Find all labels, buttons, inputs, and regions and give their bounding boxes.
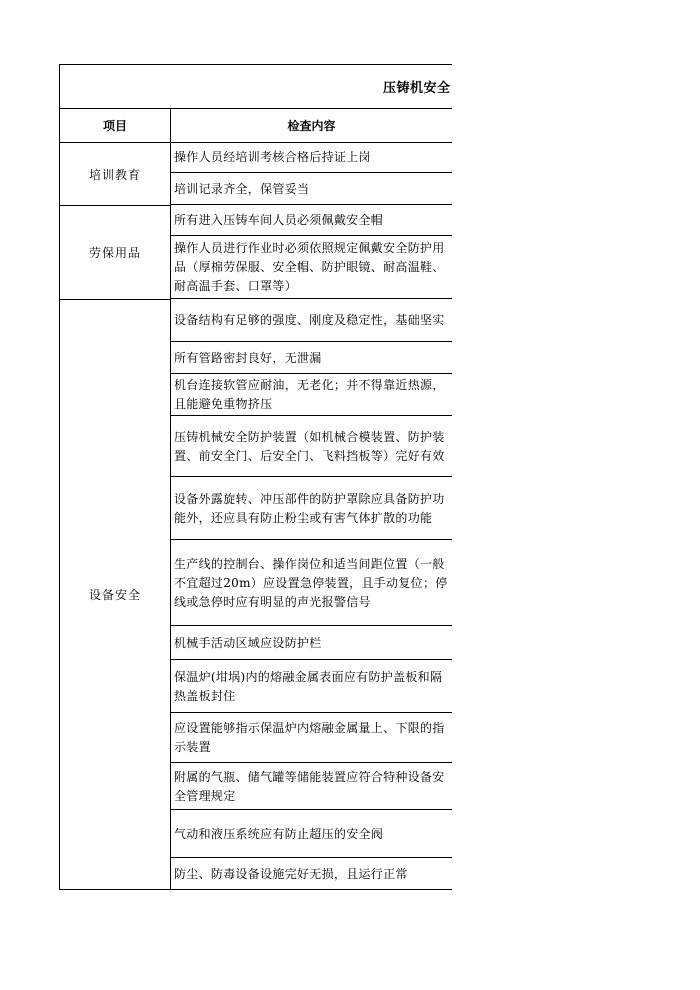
check-text: 防尘、防毒设备设施完好无损，且运行正常	[174, 866, 408, 881]
header-content: 检查内容	[171, 109, 452, 143]
check-text: 设备外露旋转、冲压部件的防护罩除应具备防护功能外，还应具有防止粉尘或有害气体扩散的功能	[174, 491, 445, 525]
inspection-sheet	[59, 64, 452, 890]
check-row	[171, 661, 452, 713]
check-row	[171, 714, 452, 763]
check-text: 操作人员进行作业时必须依照规定佩戴安全防护用品（厚棉劳保服、安全帽、防护眼镜、耐高温鞋、耐高温手套、口罩等）	[174, 241, 445, 293]
check-text: 生产线的控制台、操作岗位和适当间距位置（一般不宜超过20m）应设置急停装置，且手动复位；停线或急停时应有明显的声光报警信号	[174, 556, 448, 609]
check-text: 机台连接软管应耐油，无老化；并不得靠近热源，且能避免重物挤压	[174, 378, 445, 411]
title-row	[60, 65, 452, 109]
check-text: 气动和液压系统应有防止超压的安全阀	[174, 826, 384, 841]
check-row	[171, 237, 452, 299]
check-text: 机械手活动区域应设防护栏	[174, 635, 322, 650]
check-row	[171, 300, 452, 342]
category-cell: 设备安全	[60, 300, 171, 889]
category-cell: 劳保用品	[60, 206, 171, 300]
check-text: 设备结构有足够的强度、刚度及稳定性，基础坚实	[174, 313, 445, 327]
check-row	[171, 811, 452, 858]
check-row	[171, 417, 452, 477]
check-row	[171, 143, 452, 173]
category-cell: 培训教育	[60, 143, 171, 206]
check-row	[171, 859, 452, 889]
check-row	[171, 764, 452, 810]
check-row	[171, 343, 452, 374]
check-row	[171, 627, 452, 660]
check-text: 附属的气瓶、储气罐等储能装置应符合特种设备安全管理规定	[174, 769, 445, 803]
check-text: 培训记录齐全，保管妥当	[174, 181, 310, 196]
check-text: 应设置能够指示保温炉内熔融金属量上、下限的指示装置	[174, 721, 445, 754]
check-text: 所有进入压铸车间人员必须佩戴安全帽	[174, 213, 384, 227]
check-text: 所有管路密封良好，无泄漏	[174, 350, 322, 365]
check-text: 操作人员经培训考核合格后持证上岗	[174, 150, 371, 164]
check-row	[171, 375, 452, 416]
check-text: 压铸机械安全防护装置（如机械合模装置、防护装置、前安全门、后安全门、飞料挡板等）完好有效	[174, 429, 445, 463]
check-text: 保温炉(坩埚)内的熔融金属表面应有防护盖板和隔热盖板封住	[174, 669, 443, 703]
check-row	[171, 541, 452, 626]
check-row	[171, 206, 452, 236]
check-row	[171, 478, 452, 540]
header-item: 项目	[60, 109, 171, 143]
check-row	[171, 174, 452, 205]
sheet-title: 压铸机安全	[383, 81, 451, 96]
